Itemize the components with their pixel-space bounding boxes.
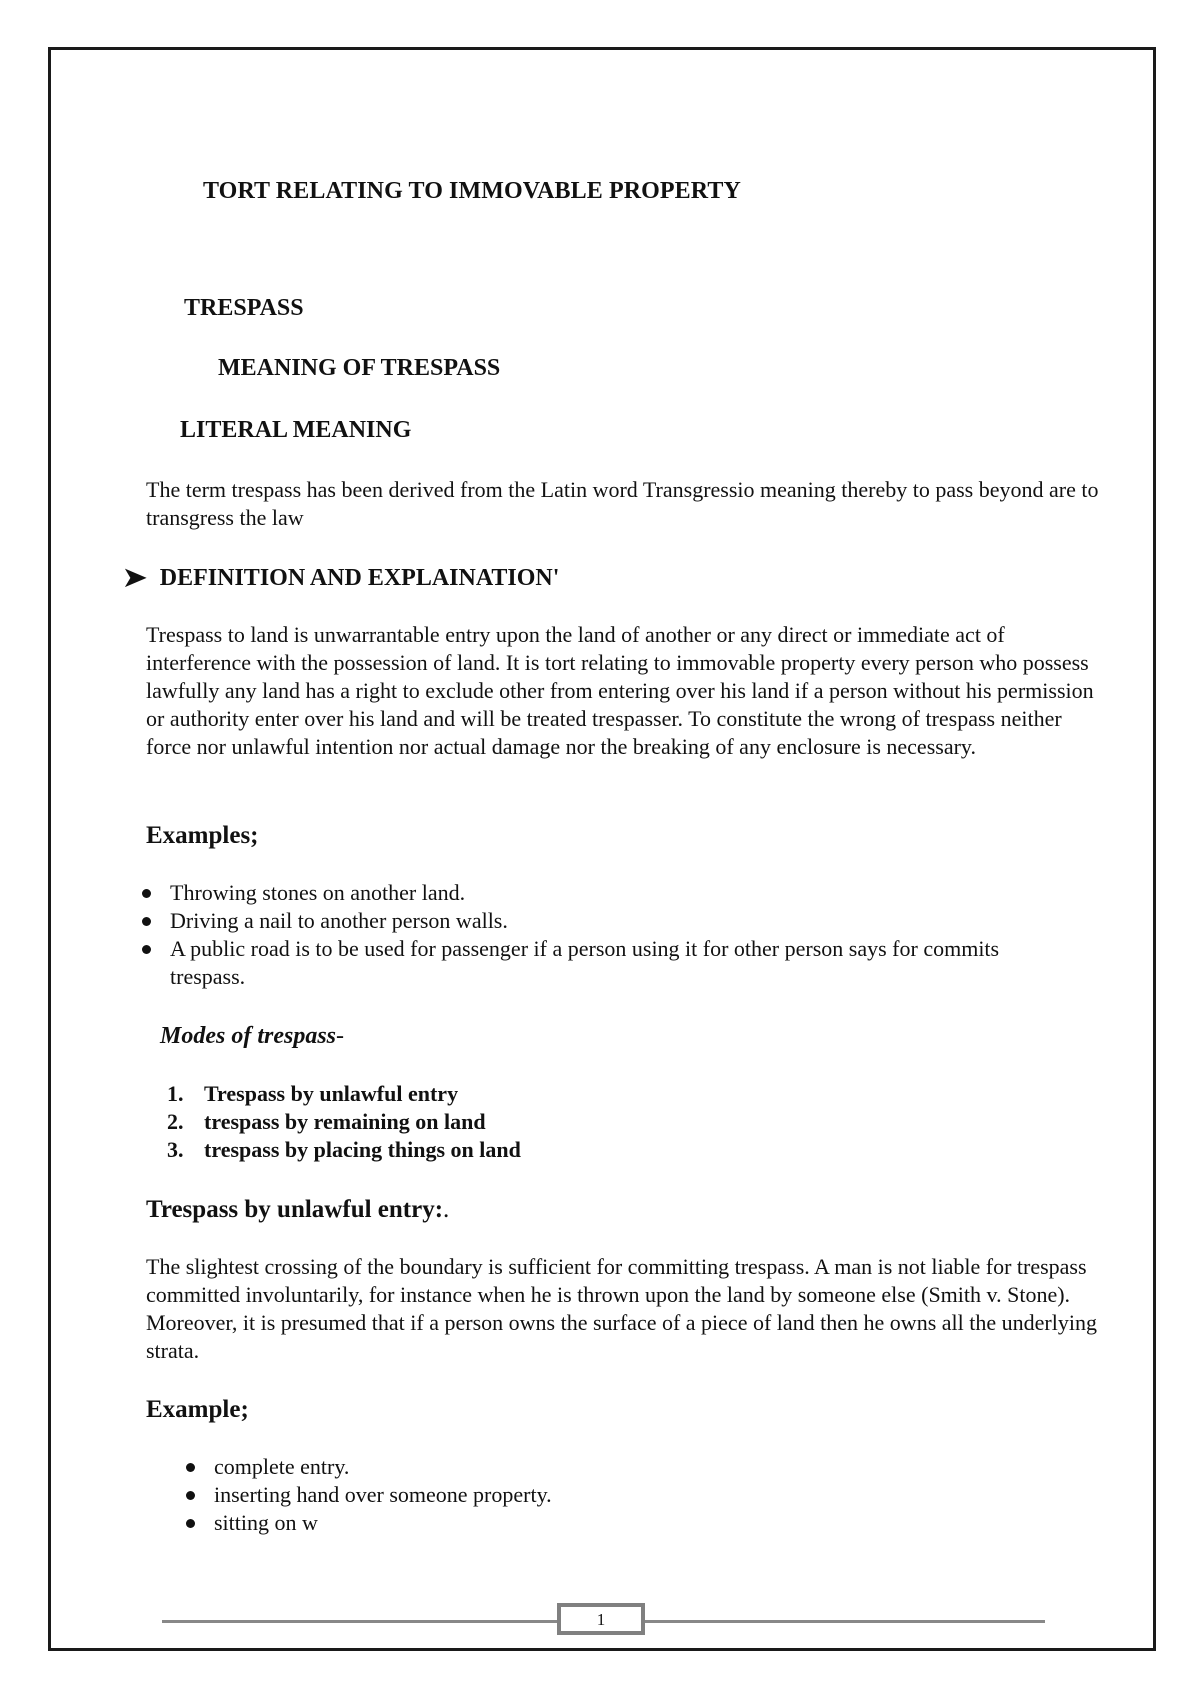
heading-trespass: TRESPASS bbox=[184, 295, 304, 321]
definition-heading-text: DEFINITION AND EXPLAINATION' bbox=[159, 564, 560, 591]
footer-line-right bbox=[645, 1620, 1045, 1623]
definition-heading bbox=[124, 563, 559, 593]
list-item bbox=[167, 1108, 521, 1136]
examples-list bbox=[140, 879, 1040, 991]
list-item-text: trespass by remaining on land bbox=[204, 1109, 486, 1134]
examples-heading: Examples; bbox=[146, 822, 259, 849]
unlawful-entry-heading bbox=[146, 1196, 449, 1224]
unlawful-entry-heading-dot: . bbox=[443, 1196, 450, 1223]
example-heading: Example; bbox=[146, 1396, 249, 1423]
list-item-text: trespass by placing things on land bbox=[204, 1137, 521, 1162]
list-item-text: Trespass by unlawful entry bbox=[204, 1081, 459, 1106]
list-item: complete entry. bbox=[184, 1453, 984, 1481]
list-item: A public road is to be used for passenger if a person using it for other person says for commits trespass. bbox=[140, 935, 1040, 991]
modes-heading-text: Modes of trespass bbox=[160, 1023, 337, 1049]
list-item: inserting hand over someone property. bbox=[184, 1481, 984, 1509]
heading-literal-meaning: LITERAL MEANING bbox=[180, 417, 412, 443]
modes-heading-dash: - bbox=[336, 1023, 345, 1049]
list-item: Driving a nail to another person walls. bbox=[140, 907, 1040, 935]
modes-heading bbox=[160, 1023, 344, 1050]
heading-meaning-of-trespass: MEANING OF TRESPASS bbox=[218, 355, 501, 381]
arrow-bullet-icon: ➤ bbox=[122, 563, 147, 592]
list-number: 1. bbox=[167, 1081, 184, 1106]
unlawful-entry-paragraph: The slightest crossing of the boundary is sufficient for committing trespass. A man is not liable for trespass committed involuntarily, for instance when he is thrown upon the land by someone else (Smith v. Stone). Moreover, it is presumed that if a person owns the surface of a piece of land then he owns all the underlying strata. bbox=[146, 1254, 1097, 1363]
modes-list bbox=[167, 1080, 521, 1164]
literal-meaning-paragraph: The term trespass has been derived from the Latin word Transgressio meaning thereby to pass beyond are to transgress the law bbox=[146, 477, 1099, 530]
list-item bbox=[167, 1080, 521, 1108]
list-number: 2. bbox=[167, 1109, 184, 1134]
unlawful-entry-heading-text: Trespass by unlawful entry: bbox=[146, 1196, 444, 1223]
list-number: 3. bbox=[167, 1137, 184, 1162]
list-item: sitting on w bbox=[184, 1509, 984, 1537]
document-title: TORT RELATING TO IMMOVABLE PROPERTY bbox=[203, 178, 741, 204]
definition-paragraph: Trespass to land is unwarrantable entry upon the land of another or any direct or immediate act of interference with the possession of land. It is tort relating to immovable property every person who possess lawfully any land has a right to exclude other from entering over his land if a person without his permission or authority enter over his land and will be treated trespasser. To constitute the wrong of trespass neither force nor unlawful intention nor actual damage nor the breaking of any enclosure is necessary. bbox=[146, 622, 1094, 759]
example-list bbox=[184, 1453, 984, 1537]
page-number: 1 bbox=[557, 1603, 645, 1635]
list-item: Throwing stones on another land. bbox=[140, 879, 1040, 907]
list-item bbox=[167, 1136, 521, 1164]
footer-line-left bbox=[162, 1620, 557, 1623]
